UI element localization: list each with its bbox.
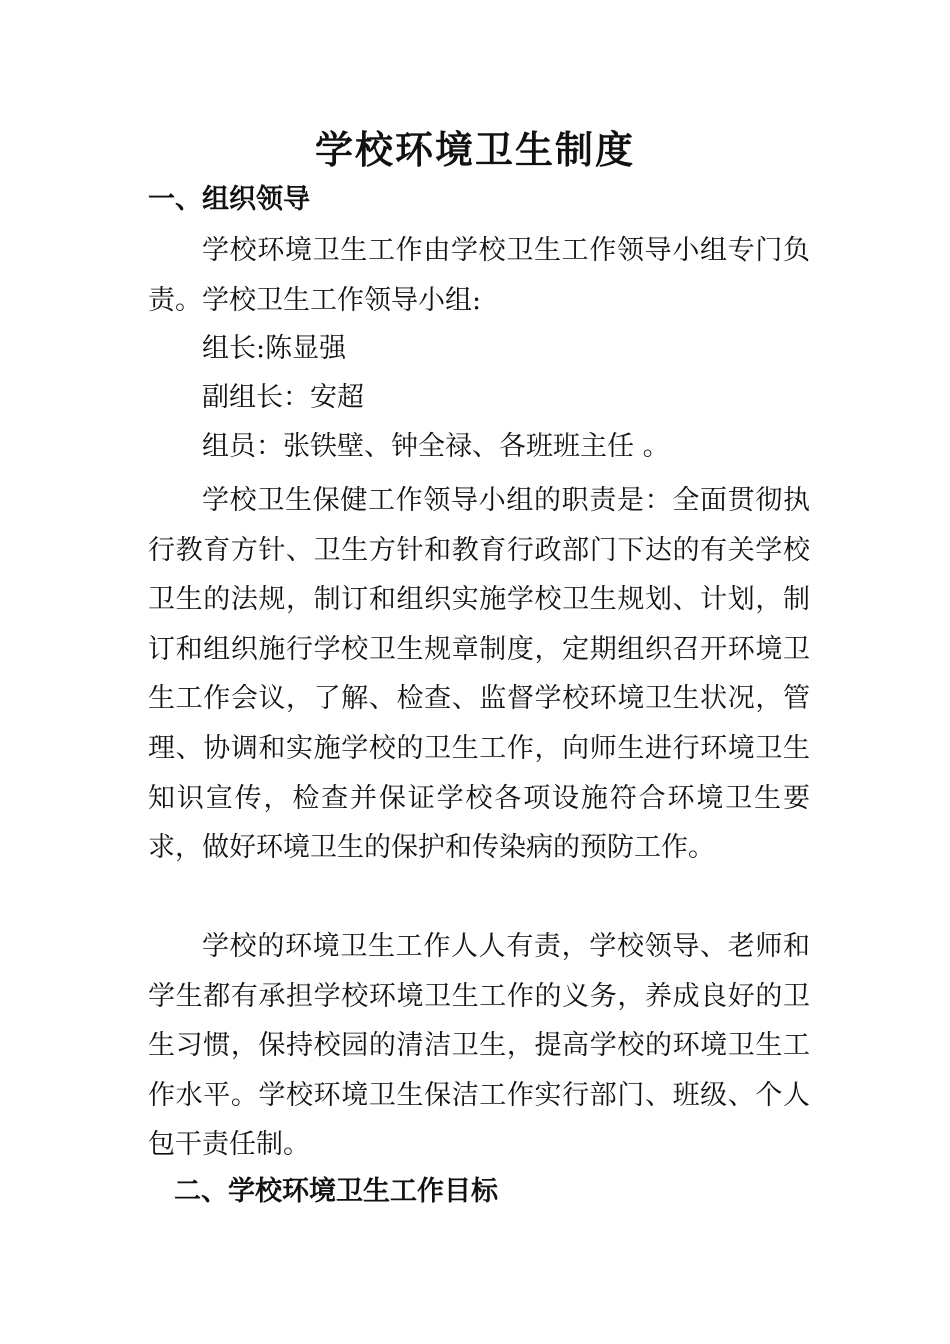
paragraph-intro-text: 学校环境卫生工作由学校卫生工作领导小组专门负责。学校卫生工作领导小组: [148,235,810,316]
members-line: 组员：张铁壁、钟全禄、各班班主任 。 [202,431,670,462]
section2-heading: 二、学校环境卫生工作目标 [174,1176,498,1207]
section1-heading: 一、组织领导 [148,184,310,215]
leader-line: 组长:陈显强 [202,333,347,364]
paragraph-responsibility-text: 学校的环境卫生工作人人有责，学校领导、老师和学生都有承担学校环境卫生工作的义务，养成良好的卫生习惯，保持校园的清洁卫生，提高学校的环境卫生工作水平。学校环境卫生保洁工作实行部门、班级、个人包干责任制。 [148,931,810,1161]
paragraph-responsibility [148,922,810,1170]
deputy-line: 副组长：安超 [202,382,364,413]
paragraph-duties [148,476,810,873]
paragraph-intro [148,226,810,325]
document-title: 学校环境卫生制度 [314,127,635,172]
paragraph-duties-text: 学校卫生保健工作领导小组的职责是：全面贯彻执行教育方针、卫生方针和教育行政部门下达的有关学校卫生的法规，制订和组织实施学校卫生规划、计划，制订和组织施行学校卫生规章制度，定期组织召开环境卫生工作会议，了解、检查、监督学校环境卫生状况，管理、协调和实施学校的卫生工作，向师生进行环境卫生知识宣传，检查并保证学校各项设施符合环境卫生要求，做好环境卫生的保护和传染病的预防工作。 [148,485,810,864]
